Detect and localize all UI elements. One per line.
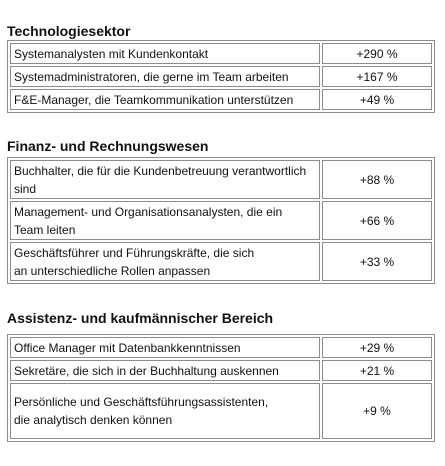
row-label: Sekretäre, die sich in der Buchhaltung auskennen xyxy=(10,360,320,381)
table-technologiesektor xyxy=(7,40,435,113)
table-row xyxy=(10,43,432,64)
row-label-line: an unterschiedliche Rollen anpassen xyxy=(14,263,211,278)
row-value: +33 % xyxy=(322,242,432,281)
row-value: +9 % xyxy=(322,383,432,439)
table-row xyxy=(10,383,432,439)
section-title-technologiesektor: Technologiesektor xyxy=(7,23,131,39)
table-finanz-und-rechnungswesen xyxy=(7,157,435,284)
row-label: Office Manager mit Datenbankkenntnissen xyxy=(10,337,320,358)
table-row xyxy=(10,201,432,240)
table-row xyxy=(10,242,432,281)
row-value: +167 % xyxy=(322,66,432,87)
row-value: +66 % xyxy=(322,201,432,240)
row-label: Systemadministratoren, die gerne im Team arbeiten xyxy=(10,66,320,87)
row-label-line: die analytisch denken können xyxy=(14,413,173,427)
row-label xyxy=(10,242,320,281)
row-value: +290 % xyxy=(322,43,432,64)
row-label: F&E-Manager, die Teamkommunikation unterstützen xyxy=(10,89,320,110)
table-row xyxy=(10,89,432,110)
row-label-line: Persönliche und Geschäftsführungsassistenten, xyxy=(14,395,269,409)
row-label-line: Buchhalter, die für die Kundenbetreuung verantwortlich xyxy=(14,163,307,178)
row-label-line: Geschäftsführer und Führungskräfte, die sich xyxy=(14,245,255,260)
row-label xyxy=(10,383,320,439)
row-value: +29 % xyxy=(322,337,432,358)
table-assistenz-und-kaufmaennischer-bereich xyxy=(7,334,435,442)
row-label-line: Team leiten xyxy=(14,222,76,237)
row-value: +49 % xyxy=(322,89,432,110)
row-value: +21 % xyxy=(322,360,432,381)
row-value: +88 % xyxy=(322,160,432,199)
table-row xyxy=(10,360,432,381)
row-label-line: Management- und Organisationsanalysten, die ein xyxy=(14,204,283,219)
section-title-assistenz-und-kaufmaennischer-bereich: Assistenz- und kaufmännischer Bereich xyxy=(7,310,274,326)
row-label-line: sind xyxy=(14,181,37,196)
row-label xyxy=(10,201,320,240)
row-label: Systemanalysten mit Kundenkontakt xyxy=(10,43,320,64)
table-row xyxy=(10,66,432,87)
section-title-finanz-und-rechnungswesen: Finanz- und Rechnungswesen xyxy=(7,138,209,154)
table-row xyxy=(10,337,432,358)
row-label xyxy=(10,160,320,199)
table-row xyxy=(10,160,432,199)
